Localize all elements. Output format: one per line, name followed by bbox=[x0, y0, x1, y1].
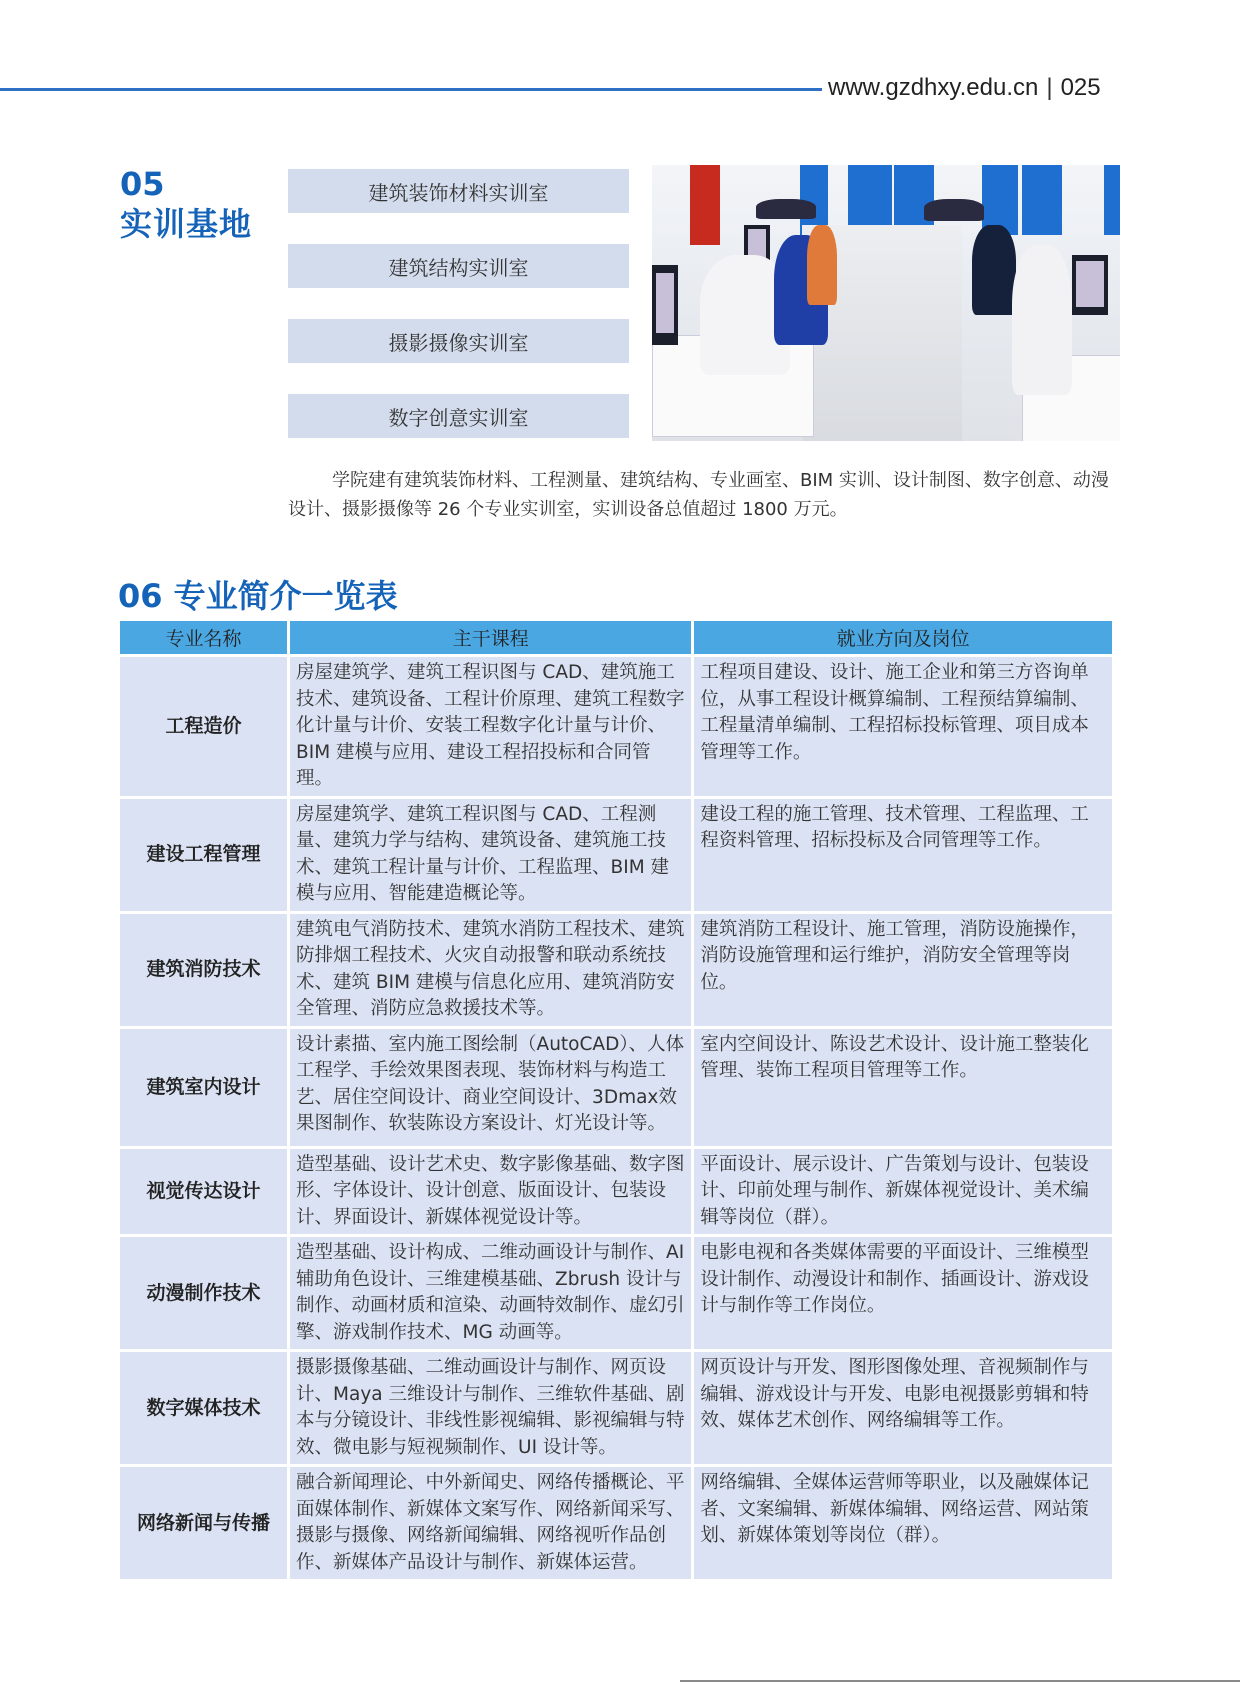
major-careers: 工程项目建设、设计、施工企业和第三方咨询单位，从事工程设计概算编制、工程预结算编制、工程量清单编制、工程招标投标管理、项目成本管理等工作。 bbox=[694, 657, 1112, 796]
major-careers: 网页设计与开发、图形图像处理、音视频制作与编辑、游戏设计与开发、电影电视摄影剪辑和特效、媒体艺术创作、网络编辑等工作。 bbox=[694, 1352, 1112, 1464]
table-row bbox=[120, 657, 1112, 796]
major-careers: 建设工程的施工管理、技术管理、工程监理、工程资料管理、招标投标及合同管理等工作。 bbox=[694, 799, 1112, 911]
lab-item: 摄影摄像实训室 bbox=[288, 319, 629, 363]
major-careers: 电影电视和各类媒体需要的平面设计、三维模型设计制作、动漫设计和制作、插画设计、游戏设计与制作等工作岗位。 bbox=[694, 1237, 1112, 1349]
major-courses: 设计素描、室内施工图绘制（AutoCAD）、人体工程学、手绘效果图表现、装饰材料与构造工艺、居住空间设计、商业空间设计、3Dmax效果图制作、软装陈设方案设计、灯光设计等。 bbox=[290, 1029, 691, 1146]
header-rule bbox=[0, 88, 822, 91]
table-row bbox=[120, 1149, 1112, 1235]
column-header-courses: 主干课程 bbox=[290, 621, 691, 654]
major-courses: 造型基础、设计构成、二维动画设计与制作、AI 辅助角色设计、三维建模基础、Zbrush 设计与制作、动画材质和渲染、动画特效制作、虚幻引擎、游戏制作技术、MG 动画等。 bbox=[290, 1237, 691, 1349]
major-courses: 摄影摄像基础、二维动画设计与制作、网页设计、Maya 三维设计与制作、三维软件基础、剧本与分镜设计、非线性影视编辑、影视编辑与特效、微电影与短视频制作、UI 设计等。 bbox=[290, 1352, 691, 1464]
major-name: 动漫制作技术 bbox=[120, 1237, 287, 1349]
computer-lab-photo bbox=[652, 165, 1120, 441]
table-header-row bbox=[120, 621, 1112, 654]
major-name: 建设工程管理 bbox=[120, 799, 287, 911]
table-row bbox=[120, 1029, 1112, 1146]
lab-intro-paragraph: 学院建有建筑装饰材料、工程测量、建筑结构、专业画室、BIM 实训、设计制图、数字创意、动漫设计、摄影摄像等 26 个专业实训室，实训设备总值超过 1800 万元。 bbox=[288, 470, 1109, 520]
page-number: 025 bbox=[1060, 74, 1101, 101]
major-name: 网络新闻与传播 bbox=[120, 1467, 287, 1579]
major-courses: 房屋建筑学、建筑工程识图与 CAD、工程测量、建筑力学与结构、建筑设备、建筑施工技术、建筑工程计量与计价、工程监理、BIM 建模与应用、智能建造概论等。 bbox=[290, 799, 691, 911]
table-row bbox=[120, 1467, 1112, 1579]
column-header-careers: 就业方向及岗位 bbox=[694, 621, 1112, 654]
section-06-title: 06 专业简介一览表 bbox=[118, 577, 398, 615]
major-careers: 室内空间设计、陈设艺术设计、设计施工整装化管理、装饰工程项目管理等工作。 bbox=[694, 1029, 1112, 1146]
table-row bbox=[120, 914, 1112, 1026]
major-careers: 网络编辑、全媒体运营师等职业，以及融媒体记者、文案编辑、新媒体编辑、网络运营、网站策划、新媒体策划等岗位（群）。 bbox=[694, 1467, 1112, 1579]
major-name: 数字媒体技术 bbox=[120, 1352, 287, 1464]
major-overview-table bbox=[117, 618, 1115, 1582]
lab-list bbox=[288, 169, 629, 469]
page-header bbox=[828, 74, 1101, 102]
table-row bbox=[120, 1352, 1112, 1464]
table-row bbox=[120, 1237, 1112, 1349]
website-url: www.gzdhxy.edu.cn bbox=[828, 74, 1039, 101]
header-separator: | bbox=[1046, 74, 1053, 101]
major-careers: 建筑消防工程设计、施工管理，消防设施操作，消防设施管理和运行维护，消防安全管理等岗位。 bbox=[694, 914, 1112, 1026]
major-name: 建筑室内设计 bbox=[120, 1029, 287, 1146]
major-name: 工程造价 bbox=[120, 657, 287, 796]
major-courses: 融合新闻理论、中外新闻史、网络传播概论、平面媒体制作、新媒体文案写作、网络新闻采写、摄影与摄像、网络新闻编辑、网络视听作品创作、新媒体产品设计与制作、新媒体运营。 bbox=[290, 1467, 691, 1579]
major-courses: 房屋建筑学、建筑工程识图与 CAD、建筑施工技术、建筑设备、工程计价原理、建筑工程数字化计量与计价、安装工程数字化计量与计价、BIM 建模与应用、建设工程招投标和合同管理。 bbox=[290, 657, 691, 796]
lab-item: 建筑装饰材料实训室 bbox=[288, 169, 629, 213]
lab-item: 建筑结构实训室 bbox=[288, 244, 629, 288]
major-courses: 建筑电气消防技术、建筑水消防工程技术、建筑防排烟工程技术、火灾自动报警和联动系统技术、建筑 BIM 建模与信息化应用、建筑消防安全管理、消防应急救援技术等。 bbox=[290, 914, 691, 1026]
section-05-title: 实训基地 bbox=[120, 205, 253, 243]
section-05-number: 05 bbox=[120, 165, 165, 203]
major-name: 建筑消防技术 bbox=[120, 914, 287, 1026]
footer-rule bbox=[680, 1680, 1240, 1682]
major-name: 视觉传达设计 bbox=[120, 1149, 287, 1235]
column-header-major: 专业名称 bbox=[120, 621, 287, 654]
major-careers: 平面设计、展示设计、广告策划与设计、包装设计、印前处理与制作、新媒体视觉设计、美术编辑等岗位（群）。 bbox=[694, 1149, 1112, 1235]
major-courses: 造型基础、设计艺术史、数字影像基础、数字图形、字体设计、设计创意、版面设计、包装设计、界面设计、新媒体视觉设计等。 bbox=[290, 1149, 691, 1235]
lab-item: 数字创意实训室 bbox=[288, 394, 629, 438]
table-row bbox=[120, 799, 1112, 911]
